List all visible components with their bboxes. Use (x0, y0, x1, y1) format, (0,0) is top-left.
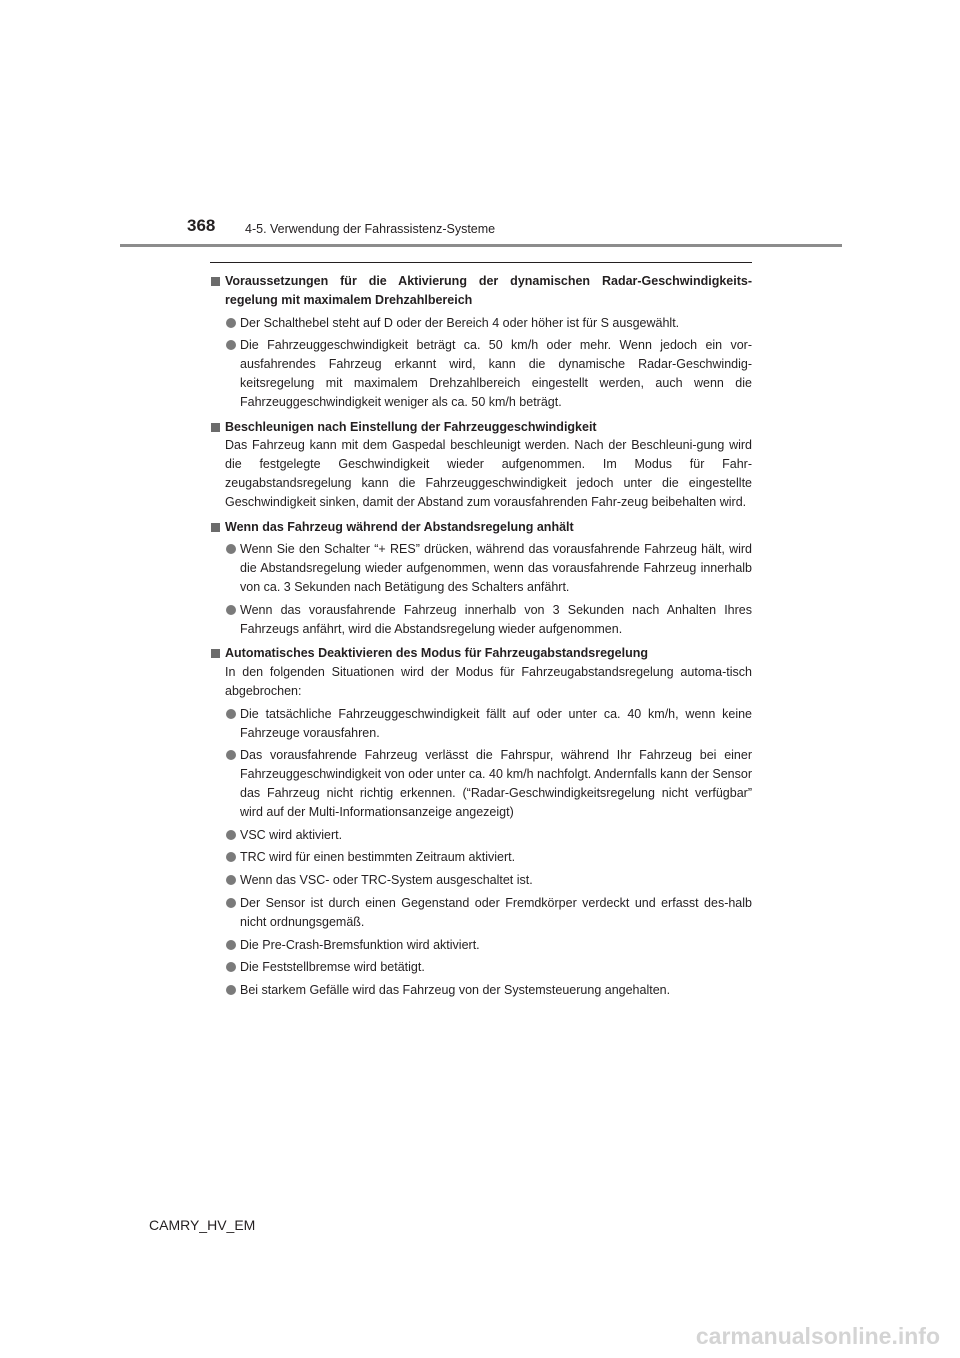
circle-bullet-icon (226, 875, 236, 885)
square-bullet-icon (211, 423, 220, 432)
bullet-item (210, 705, 752, 743)
section-heading (210, 272, 752, 310)
bullet-item (210, 826, 752, 845)
circle-bullet-icon (226, 985, 236, 995)
section-activation-conditions (210, 272, 752, 412)
bullet-item (210, 871, 752, 890)
model-code: CAMRY_HV_EM (149, 1217, 256, 1233)
circle-bullet-icon (226, 940, 236, 950)
bullet-text: Der Sensor ist durch einen Gegenstand oder Fremdkörper verdeckt und erfasst des-halb nicht ordnungsgemäß. (240, 895, 752, 929)
section-heading-text: Wenn das Fahrzeug während der Abstandsregelung anhält (225, 519, 574, 534)
square-bullet-icon (211, 649, 220, 658)
bullet-item (210, 958, 752, 977)
section-heading-text: Beschleunigen nach Einstellung der Fahrzeuggeschwindigkeit (225, 419, 597, 434)
bullet-text: Wenn Sie den Schalter “+ RES” drücken, während das vorausfahrende Fahrzeug hält, wird die Abstandsregelung wieder aufgenommen, wenn das vorausfahrende Fahrzeug innerhalb von ca. 3 Sekunden nach Betätigung des Schalters anfährt. (240, 542, 752, 594)
header-rule (120, 244, 842, 247)
circle-bullet-icon (226, 962, 236, 972)
section-heading (210, 644, 752, 663)
section-acceleration (210, 418, 752, 512)
circle-bullet-icon (226, 340, 236, 350)
chapter-title: 4-5. Verwendung der Fahrassistenz-Systeme (245, 222, 496, 236)
bullet-item (210, 936, 752, 955)
circle-bullet-icon (226, 852, 236, 862)
bullet-text: Die tatsächliche Fahrzeuggeschwindigkeit fällt auf oder unter ca. 40 km/h, wenn keine Fahrzeuge vorausfahren. (240, 706, 752, 740)
bullet-text: TRC wird für einen bestimmten Zeitraum aktiviert. (240, 850, 516, 865)
circle-bullet-icon (226, 605, 236, 615)
circle-bullet-icon (226, 318, 236, 328)
bullet-item (210, 981, 752, 1000)
bullet-item (210, 314, 752, 333)
section-heading-text: Voraussetzungen für die Aktivierung der dynamischen Radar-Geschwindigkeits-regelung mit maximalem Drehzahlbereich (225, 274, 752, 307)
bullet-item (210, 848, 752, 867)
bullet-text: Der Schalthebel steht auf D oder der Bereich 4 oder höher ist für S ausgewählt. (240, 315, 680, 330)
page-content (210, 266, 752, 1000)
bullet-text: Die Fahrzeuggeschwindigkeit beträgt ca. 50 km/h oder mehr. Wenn jedoch ein vor-ausfahrendes Fahrzeug erkannt wird, kann die dynamische Radar-Geschwindig-keitsregelung mit maximalem Drehzahlbereich eingestellt werden, auch wenn die Fahrzeuggeschwindigkeit weniger als ca. 50 km/h beträgt. (240, 338, 752, 409)
bullet-text: Die Pre-Crash-Bremsfunktion wird aktiviert. (240, 937, 480, 952)
circle-bullet-icon (226, 750, 236, 760)
bullet-text: Die Feststellbremse wird betätigt. (240, 960, 425, 975)
bullet-text: Bei starkem Gefälle wird das Fahrzeug von der Systemsteuerung angehalten. (240, 983, 671, 998)
section-vehicle-stops (210, 518, 752, 639)
bullet-item (210, 336, 752, 411)
page-number: 368 (187, 216, 216, 235)
circle-bullet-icon (226, 898, 236, 908)
bullet-text: Das vorausfahrende Fahrzeug verlässt die Fahrspur, während Ihr Fahrzeug bei einer Fahrzeuggeschwindigkeit von oder unter ca. 40 km/h nachfolgt. Andernfalls kann der Sensor das Fahrzeug nicht richtig erkennen. (“Radar-Geschwindigkeitsregelung nicht verfügbar” wird auf der Multi-Informationsanzeige angezeigt) (240, 748, 752, 819)
watermark-text: carmanualsonline.info (695, 1323, 940, 1349)
section-heading (210, 418, 752, 437)
section-paragraph: In den folgenden Situationen wird der Modus für Fahrzeugabstandsregelung automa-tisch abgebrochen: (225, 665, 752, 698)
section-top-rule (210, 262, 752, 263)
bullet-item (210, 540, 752, 596)
section-automatic-deactivation (210, 644, 752, 1000)
section-heading-text: Automatisches Deaktivieren des Modus für Fahrzeugabstandsregelung (225, 646, 649, 661)
square-bullet-icon (211, 277, 220, 286)
circle-bullet-icon (226, 709, 236, 719)
bullet-item (210, 601, 752, 639)
section-paragraph: Das Fahrzeug kann mit dem Gaspedal beschleunigt werden. Nach der Beschleuni-gung wird die festgelegte Geschwindigkeit wieder aufgenommen. Im Modus für Fahr-zeugabstandsregelung kann die Fahrzeuggeschwindigkeit jedoch unter die eingestellte Geschwindigkeit sinken, damit der Abstand zum vorausfahrenden Fahr-zeug beibehalten wird. (225, 438, 752, 509)
bullet-text: VSC wird aktiviert. (240, 827, 343, 842)
circle-bullet-icon (226, 830, 236, 840)
bullet-item (210, 746, 752, 821)
bullet-text: Wenn das vorausfahrende Fahrzeug innerhalb von 3 Sekunden nach Anhalten Ihres Fahrzeugs anfährt, wird die Abstandsregelung wieder aufgenommen. (240, 602, 752, 636)
square-bullet-icon (211, 523, 220, 532)
section-heading (210, 518, 752, 537)
bullet-text: Wenn das VSC- oder TRC-System ausgeschaltet ist. (240, 873, 533, 888)
bullet-item (210, 894, 752, 932)
circle-bullet-icon (226, 544, 236, 554)
